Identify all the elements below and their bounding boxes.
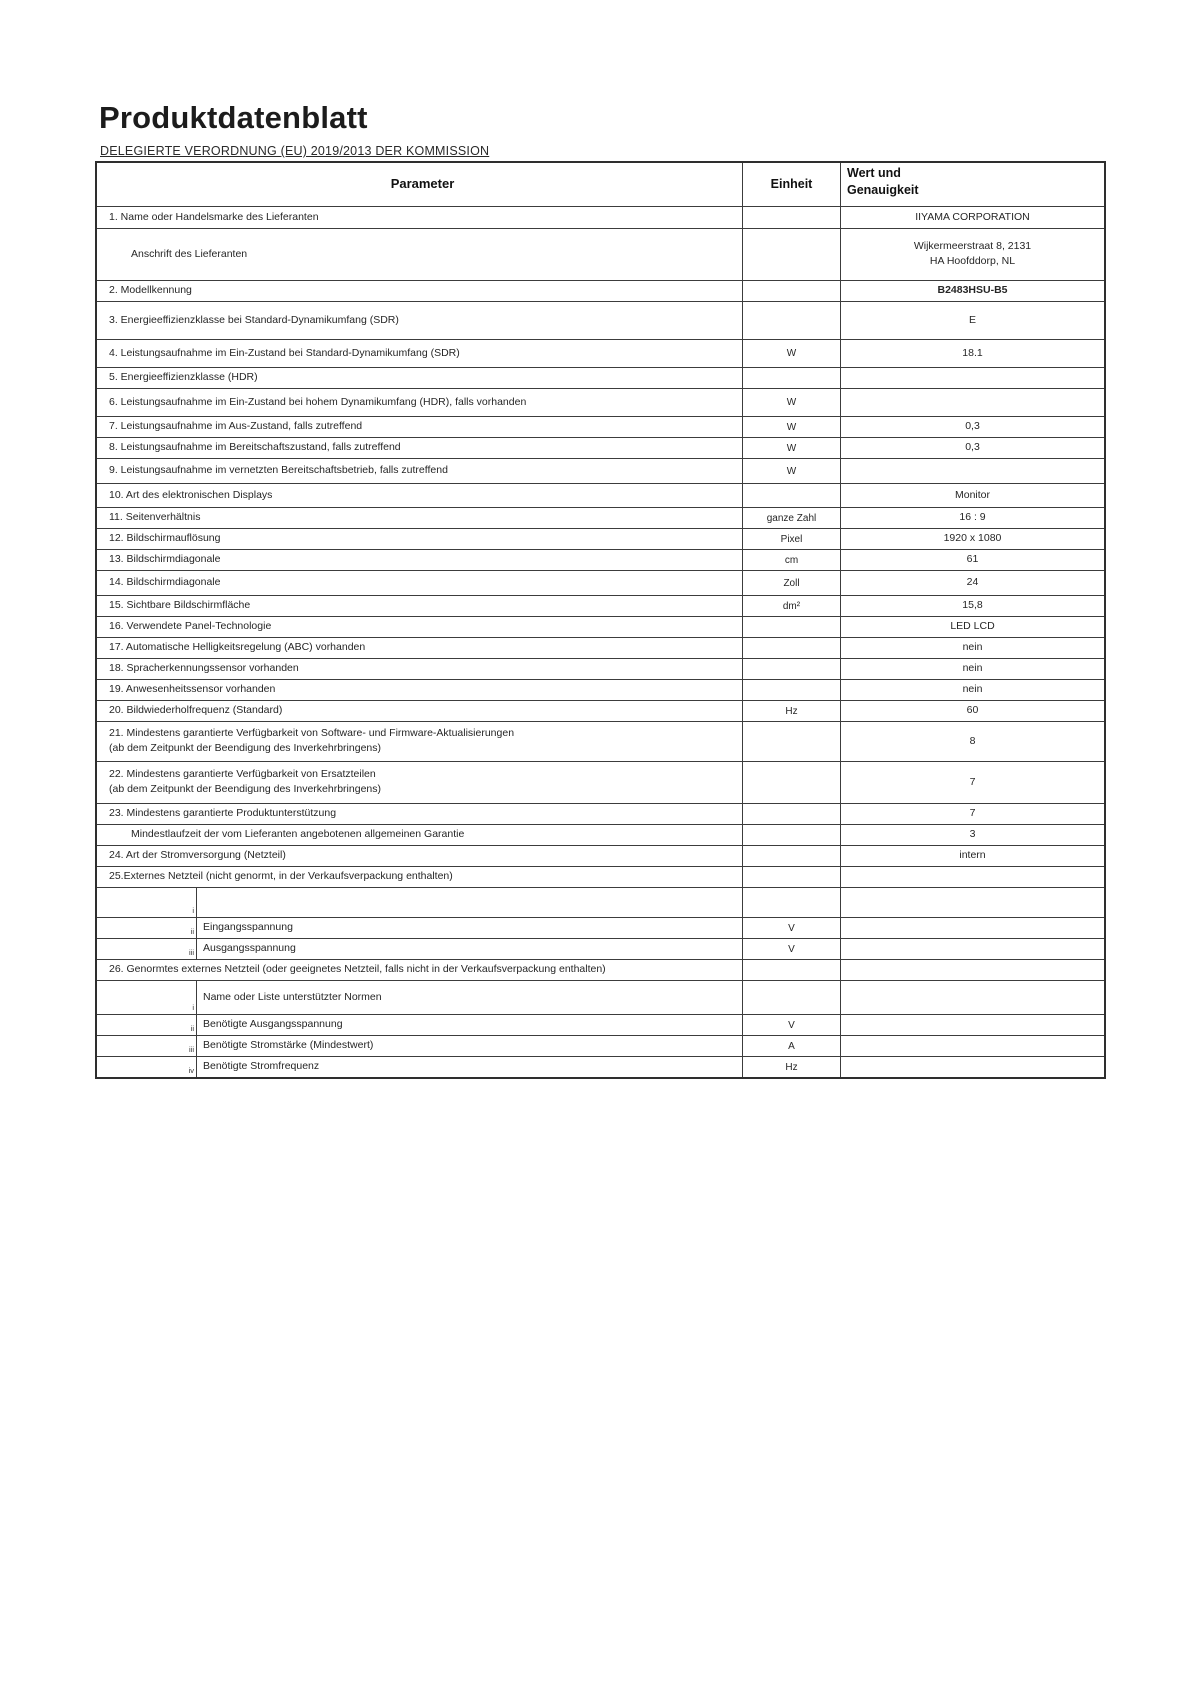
row-label-line2: (ab dem Zeitpunkt der Beendigung des Inverkehrbringens) — [109, 742, 381, 754]
row-parameter-cell — [97, 617, 743, 637]
row-value-cell — [841, 825, 1104, 845]
header-value: Wert und Genauigkeit — [847, 166, 919, 197]
table-row — [97, 595, 1104, 616]
row-label: 24. Art der Stromversorgung (Netzteil) — [109, 849, 286, 862]
row-value-cell — [841, 302, 1104, 339]
row-parameter-cell — [97, 281, 743, 301]
row-unit-cell: W — [743, 459, 841, 483]
row-value-cell — [841, 389, 1104, 416]
row-value-cell — [841, 340, 1104, 367]
row-unit-cell: Zoll — [743, 571, 841, 595]
row-label: 19. Anwesenheitssensor vorhanden — [109, 683, 276, 696]
row-value-text: Monitor — [954, 488, 990, 501]
row-label: 16. Verwendete Panel-Technologie — [109, 620, 272, 633]
table-row — [97, 549, 1104, 570]
row-unit-cell: V — [743, 939, 841, 959]
row-label: Benötigte Stromfrequenz — [203, 1060, 320, 1073]
table-row — [97, 228, 1104, 280]
table-row — [97, 339, 1104, 367]
row-label: 22. Mindestens garantierte Verfügbarkeit von Ersatzteilen — [109, 768, 376, 781]
table-row — [97, 658, 1104, 679]
row-value-text-line2: HA Hoofddorp, NL — [929, 255, 1016, 267]
row-value-text: 61 — [966, 553, 979, 566]
row-value-cell — [841, 888, 1104, 917]
row-label: Benötigte Ausgangsspannung — [203, 1018, 343, 1031]
row-value-cell — [841, 804, 1104, 824]
table-row — [97, 388, 1104, 416]
table-row — [97, 845, 1104, 866]
row-label: 12. Bildschirmauflösung — [109, 532, 221, 545]
row-label: 25.Externes Netzteil (nicht genormt, in der Verkaufsverpackung enthalten) — [109, 870, 453, 883]
row-value-cell — [841, 281, 1104, 301]
sub-row-indent — [97, 1015, 197, 1035]
row-label: 10. Art des elektronischen Displays — [109, 488, 273, 501]
row-parameter-cell — [97, 659, 743, 679]
header-unit: Einheit — [743, 163, 841, 206]
header-parameter: Parameter — [97, 163, 743, 206]
row-unit-cell: W — [743, 417, 841, 437]
row-unit-cell: V — [743, 1015, 841, 1035]
table-row — [97, 700, 1104, 721]
row-unit-cell — [743, 888, 841, 917]
row-label: Eingangsspannung — [203, 921, 293, 934]
row-value-cell — [841, 529, 1104, 549]
row-unit-cell — [743, 617, 841, 637]
row-value-text: 7 — [969, 775, 976, 788]
row-label: 26. Genormtes externes Netzteil (oder geeignetes Netzteil, falls nicht in der Verkaufsverpackung enthalten) — [109, 963, 606, 976]
row-value-text: 7 — [969, 807, 976, 820]
row-value-cell — [841, 229, 1104, 280]
row-label: 21. Mindestens garantierte Verfügbarkeit von Software- und Firmware-Aktualisierungen — [109, 727, 515, 740]
row-value-cell — [841, 680, 1104, 700]
row-unit-cell: dm² — [743, 596, 841, 616]
row-label: Benötigte Stromstärke (Mindestwert) — [203, 1039, 374, 1052]
row-parameter-cell — [97, 459, 743, 483]
row-value-text: nein — [962, 683, 983, 696]
row-parameter-cell — [97, 340, 743, 367]
row-value-cell — [841, 207, 1104, 228]
row-label: 5. Energieeffizienzklasse (HDR) — [109, 371, 258, 384]
row-parameter-cell — [97, 571, 743, 595]
row-value-text: 18.1 — [962, 346, 983, 359]
row-value-cell — [841, 368, 1104, 388]
row-unit-cell — [743, 229, 841, 280]
table-row — [97, 824, 1104, 845]
row-parameter-cell — [97, 484, 743, 507]
table-row — [97, 570, 1104, 595]
row-unit-cell: cm — [743, 550, 841, 570]
sub-row-indent — [97, 1036, 197, 1056]
row-unit-cell — [743, 659, 841, 679]
row-parameter-cell — [97, 389, 743, 416]
row-parameter-cell — [97, 804, 743, 824]
row-parameter-cell — [97, 596, 743, 616]
row-unit-cell — [743, 722, 841, 761]
sub-row-indent — [97, 939, 197, 959]
table-row — [97, 959, 1104, 980]
row-value-cell — [841, 939, 1104, 959]
row-parameter-cell — [97, 888, 743, 917]
row-value-cell — [841, 1036, 1104, 1056]
row-value-text: 0,3 — [965, 420, 980, 433]
row-unit-cell: W — [743, 340, 841, 367]
row-label: 14. Bildschirmdiagonale — [109, 576, 221, 589]
table-row — [97, 637, 1104, 658]
row-label-line2: (ab dem Zeitpunkt der Beendigung des Inverkehrbringens) — [109, 783, 381, 795]
row-value-cell — [841, 617, 1104, 637]
table-row — [97, 507, 1104, 528]
row-unit-cell — [743, 302, 841, 339]
row-value-cell — [841, 484, 1104, 507]
row-parameter-cell — [97, 825, 743, 845]
row-value-cell — [841, 960, 1104, 980]
row-value-cell — [841, 638, 1104, 658]
row-value-cell — [841, 571, 1104, 595]
row-value-text: IIYAMA CORPORATION — [915, 210, 1030, 223]
row-parameter-cell — [97, 722, 743, 761]
row-value-cell — [841, 701, 1104, 721]
table-row — [97, 679, 1104, 700]
row-parameter-cell — [97, 1015, 743, 1035]
row-value-text: 24 — [966, 576, 979, 589]
sub-row-marker: iii — [189, 1045, 194, 1055]
row-label: 11. Seitenverhältnis — [109, 511, 201, 524]
sub-row-marker: ii — [190, 927, 194, 937]
regulation-subtitle: DELEGIERTE VERORDNUNG (EU) 2019/2013 DER KOMMISSION — [100, 144, 490, 158]
table-row — [97, 458, 1104, 483]
row-label: Anschrift des Lieferanten — [131, 247, 248, 260]
row-unit-cell — [743, 281, 841, 301]
row-unit-cell — [743, 638, 841, 658]
table-row — [97, 938, 1104, 959]
row-value-cell — [841, 918, 1104, 938]
sub-row-marker: iii — [189, 948, 194, 958]
table-body — [97, 207, 1104, 1077]
row-value-cell — [841, 846, 1104, 866]
row-unit-cell — [743, 680, 841, 700]
row-value-text: nein — [962, 641, 983, 654]
table-header-row — [97, 163, 1104, 207]
row-unit-cell: Hz — [743, 701, 841, 721]
table-row — [97, 866, 1104, 887]
sub-row-marker: ii — [190, 1024, 194, 1034]
row-value-text: 8 — [969, 734, 976, 747]
row-unit-cell — [743, 867, 841, 887]
row-value-text: nein — [962, 662, 983, 675]
row-parameter-cell — [97, 438, 743, 458]
row-label: 9. Leistungsaufnahme im vernetzten Bereitschaftsbetrieb, falls zutreffend — [109, 464, 448, 477]
row-value-text: E — [968, 313, 976, 326]
row-parameter-cell — [97, 918, 743, 938]
row-unit-cell — [743, 846, 841, 866]
row-value-cell — [841, 417, 1104, 437]
row-value-text: intern — [959, 849, 986, 862]
row-parameter-cell — [97, 867, 743, 887]
table-row — [97, 803, 1104, 824]
row-unit-cell — [743, 981, 841, 1014]
table-row — [97, 1035, 1104, 1056]
row-label: Ausgangsspannung — [203, 942, 296, 955]
row-value-cell — [841, 550, 1104, 570]
row-unit-cell: ganze Zahl — [743, 508, 841, 528]
row-label: 3. Energieeffizienzklasse bei Standard-Dynamikumfang (SDR) — [109, 313, 399, 326]
table-row — [97, 483, 1104, 507]
table-row — [97, 1056, 1104, 1077]
row-parameter-cell — [97, 229, 743, 280]
table-row — [97, 761, 1104, 803]
product-data-table — [95, 161, 1106, 1079]
row-value-text: 60 — [966, 704, 979, 717]
table-row — [97, 917, 1104, 938]
row-parameter-cell — [97, 508, 743, 528]
row-value-cell — [841, 459, 1104, 483]
sub-row-marker: i — [192, 906, 194, 916]
table-row — [97, 301, 1104, 339]
row-label: 23. Mindestens garantierte Produktunterstützung — [109, 807, 337, 820]
row-label: 15. Sichtbare Bildschirmfläche — [109, 599, 251, 612]
row-label: 8. Leistungsaufnahme im Bereitschaftszustand, falls zutreffend — [109, 441, 401, 454]
table-row — [97, 416, 1104, 437]
row-unit-cell — [743, 960, 841, 980]
row-value-cell — [841, 659, 1104, 679]
row-parameter-cell — [97, 417, 743, 437]
sub-row-indent — [97, 918, 197, 938]
table-row — [97, 1014, 1104, 1035]
sub-row-marker: i — [192, 1003, 194, 1013]
row-unit-cell: Pixel — [743, 529, 841, 549]
row-parameter-cell — [97, 550, 743, 570]
row-value-cell — [841, 722, 1104, 761]
row-value-text: 16 : 9 — [959, 511, 986, 524]
row-value-cell — [841, 1057, 1104, 1077]
sub-row-indent — [97, 888, 197, 917]
row-unit-cell — [743, 804, 841, 824]
table-row — [97, 528, 1104, 549]
row-parameter-cell — [97, 981, 743, 1014]
row-value-cell — [841, 508, 1104, 528]
row-unit-cell — [743, 484, 841, 507]
row-label: 4. Leistungsaufnahme im Ein-Zustand bei Standard-Dynamikumfang (SDR) — [109, 346, 460, 359]
table-row — [97, 207, 1104, 228]
row-parameter-cell — [97, 762, 743, 803]
row-label: 7. Leistungsaufnahme im Aus-Zustand, falls zutreffend — [109, 420, 363, 433]
row-unit-cell: V — [743, 918, 841, 938]
sub-row-indent — [97, 981, 197, 1014]
row-label: 17. Automatische Helligkeitsregelung (ABC) vorhanden — [109, 641, 366, 654]
row-value-text: B2483HSU-B5 — [937, 284, 1008, 297]
row-parameter-cell — [97, 680, 743, 700]
row-unit-cell: Hz — [743, 1057, 841, 1077]
table-row — [97, 437, 1104, 458]
row-label: Mindestlaufzeit der vom Lieferanten angebotenen allgemeinen Garantie — [131, 828, 465, 841]
row-parameter-cell — [97, 939, 743, 959]
row-label: 1. Name oder Handelsmarke des Lieferanten — [109, 210, 319, 223]
row-label: 18. Spracherkennungssensor vorhanden — [109, 662, 299, 675]
row-unit-cell — [743, 825, 841, 845]
row-value-text: LED LCD — [950, 620, 995, 633]
row-unit-cell — [743, 368, 841, 388]
row-value-cell — [841, 1015, 1104, 1035]
row-label: 13. Bildschirmdiagonale — [109, 553, 221, 566]
row-unit-cell: W — [743, 438, 841, 458]
row-parameter-cell — [97, 368, 743, 388]
row-unit-cell — [743, 207, 841, 228]
page-title: Produktdatenblatt — [99, 100, 368, 135]
row-parameter-cell — [97, 207, 743, 228]
row-value-text: 1920 x 1080 — [943, 532, 1002, 545]
row-value-cell — [841, 438, 1104, 458]
row-parameter-cell — [97, 1057, 743, 1077]
row-unit-cell: W — [743, 389, 841, 416]
row-label: Name oder Liste unterstützter Normen — [203, 990, 382, 1003]
row-value-cell — [841, 596, 1104, 616]
row-parameter-cell — [97, 638, 743, 658]
row-label: 6. Leistungsaufnahme im Ein-Zustand bei hohem Dynamikumfang (HDR), falls vorhanden — [109, 395, 527, 408]
table-row — [97, 721, 1104, 761]
row-value-text: Wijkermeerstraat 8, 2131 — [913, 240, 1032, 253]
row-parameter-cell — [97, 529, 743, 549]
row-label: 20. Bildwiederholfrequenz (Standard) — [109, 704, 283, 717]
table-row — [97, 616, 1104, 637]
row-parameter-cell — [97, 960, 743, 980]
row-value-cell — [841, 867, 1104, 887]
table-row — [97, 887, 1104, 917]
row-value-text: 3 — [969, 828, 976, 841]
table-row — [97, 367, 1104, 388]
table-row — [97, 280, 1104, 301]
sub-row-indent — [97, 1057, 197, 1077]
row-value-cell — [841, 981, 1104, 1014]
table-row — [97, 980, 1104, 1014]
row-parameter-cell — [97, 302, 743, 339]
row-value-cell — [841, 762, 1104, 803]
row-label: 2. Modellkennung — [109, 284, 192, 297]
row-value-text: 15,8 — [962, 599, 983, 612]
row-value-text: 0,3 — [965, 441, 980, 454]
row-parameter-cell — [97, 846, 743, 866]
row-parameter-cell — [97, 701, 743, 721]
row-unit-cell — [743, 762, 841, 803]
row-parameter-cell — [97, 1036, 743, 1056]
sub-row-marker: iv — [188, 1066, 194, 1076]
row-unit-cell: A — [743, 1036, 841, 1056]
